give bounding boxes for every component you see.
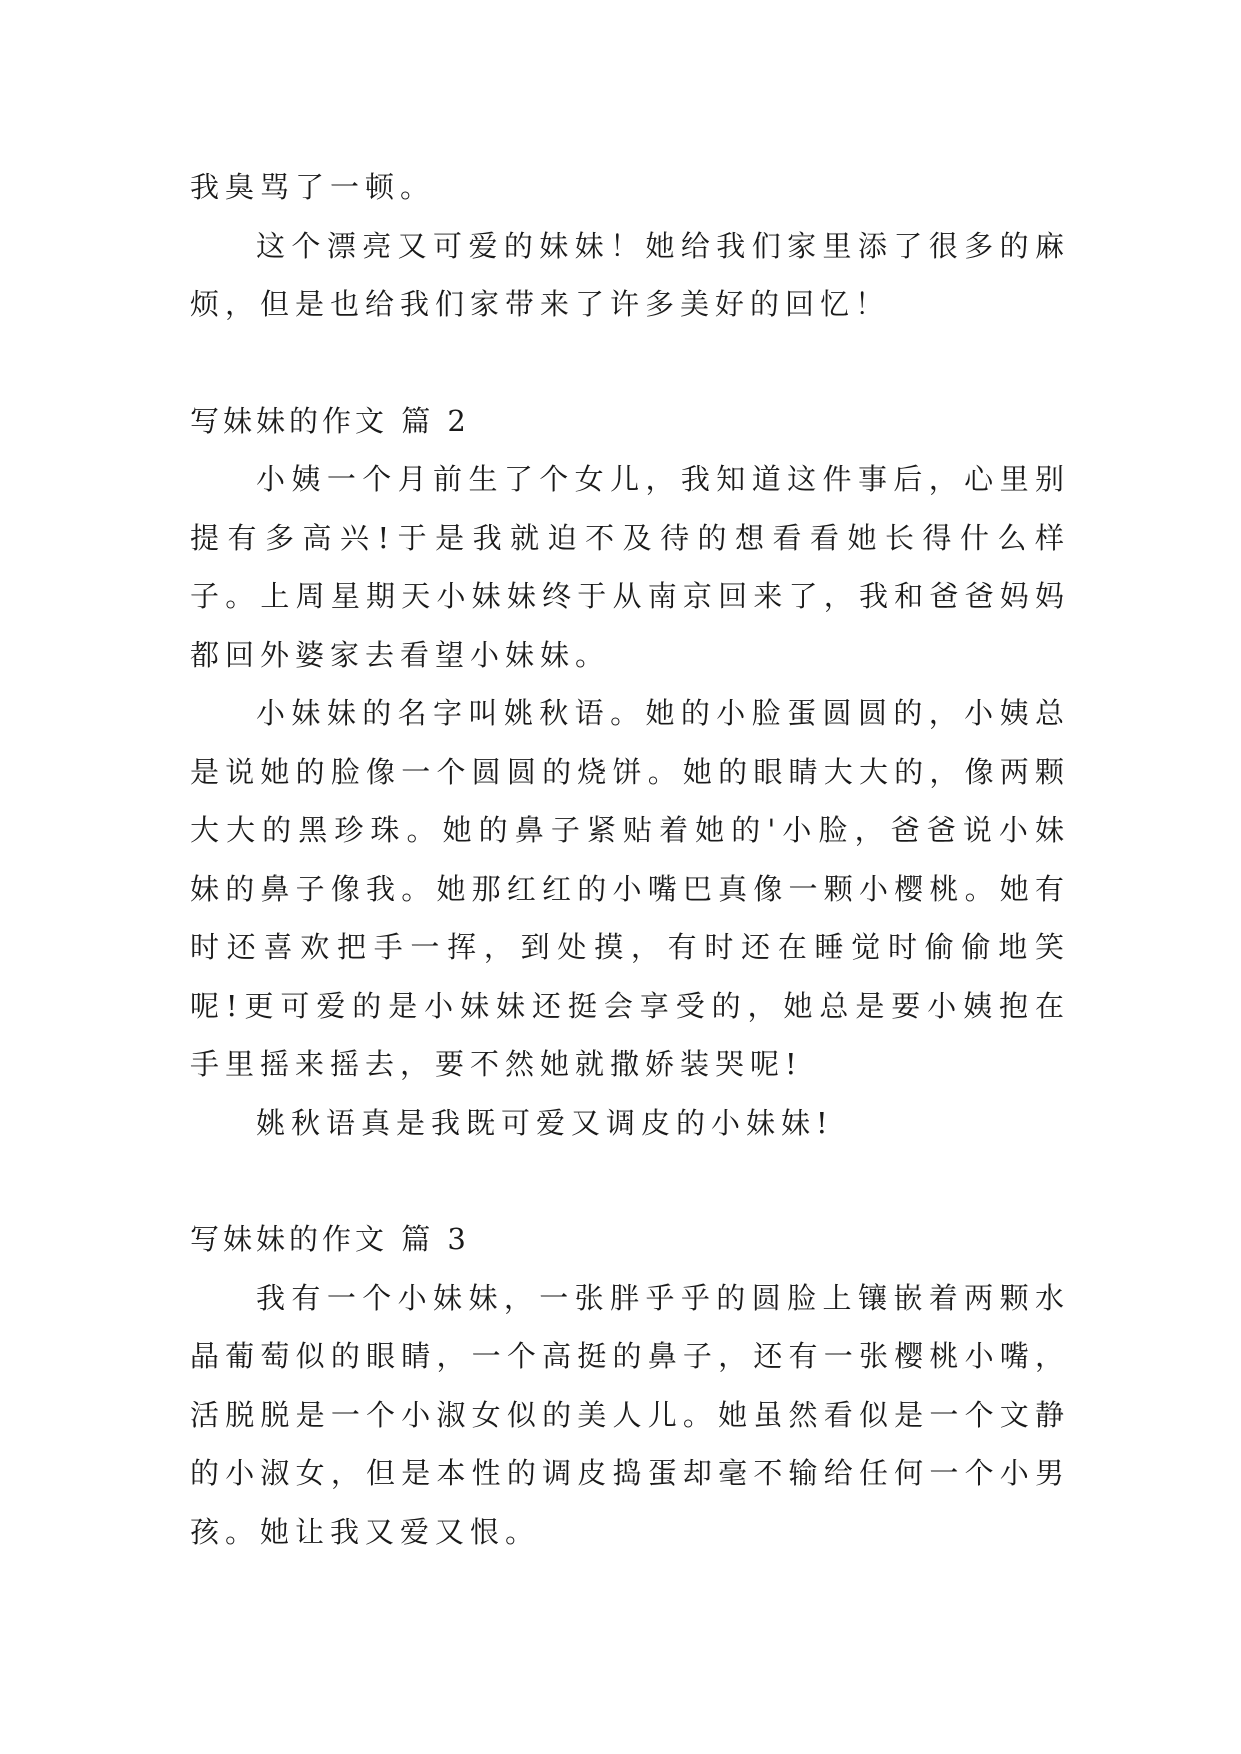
paragraph: 我有一个小妹妹，一张胖乎乎的圆脸上镶嵌着两颗水晶葡萄似的眼睛，一个高挺的鼻子，还有一张樱桃小嘴，活脱脱是一个小淑女似的美人儿。她虽然看似是一个文静的小淑女，但是本性的调皮捣蛋却毫不输给任何一个小男孩。她让我又爱又恨。 (190, 1280, 1070, 1549)
paragraph: 小姨一个月前生了个女儿，我知道这件事后，心里别提有多高兴!于是我就迫不及待的想看看她长得什么样子。上周星期天小妹妹终于从南京回来了，我和爸爸妈妈都回外婆家去看望小妹妹。 (190, 462, 1070, 672)
paragraph: 这个漂亮又可爱的妹妹！她给我们家里添了很多的麻烦，但是也给我们家带来了许多美好的回忆！ (190, 228, 1070, 321)
section-heading-2: 写妹妹的作文 篇 2 (190, 403, 470, 438)
paragraph: 姚秋语真是我既可爱又调皮的小妹妹! (256, 1105, 834, 1140)
paragraph-continuation: 我臭骂了一顿。 (190, 170, 436, 204)
document-body (190, 158, 1070, 1561)
section-heading-3: 写妹妹的作文 篇 3 (190, 1222, 470, 1256)
paragraph: 小妹妹的名字叫姚秋语。她的小脸蛋圆圆的，小姨总是说她的脸像一个圆圆的烧饼。她的眼睛大大的，像两颗大大的黑珍珠。她的鼻子紧贴着她的'小脸，爸爸说小妹妹的鼻子像我。她那红红的小嘴巴真像一颗小樱桃。她有时还喜欢把手一挥，到处摸，有时还在睡觉时偷偷地笑呢!更可爱的是小妹妹还挺会享受的，她总是要小姨抱在手里摇来摇去，要不然她就撒娇装哭呢! (190, 696, 1070, 1081)
